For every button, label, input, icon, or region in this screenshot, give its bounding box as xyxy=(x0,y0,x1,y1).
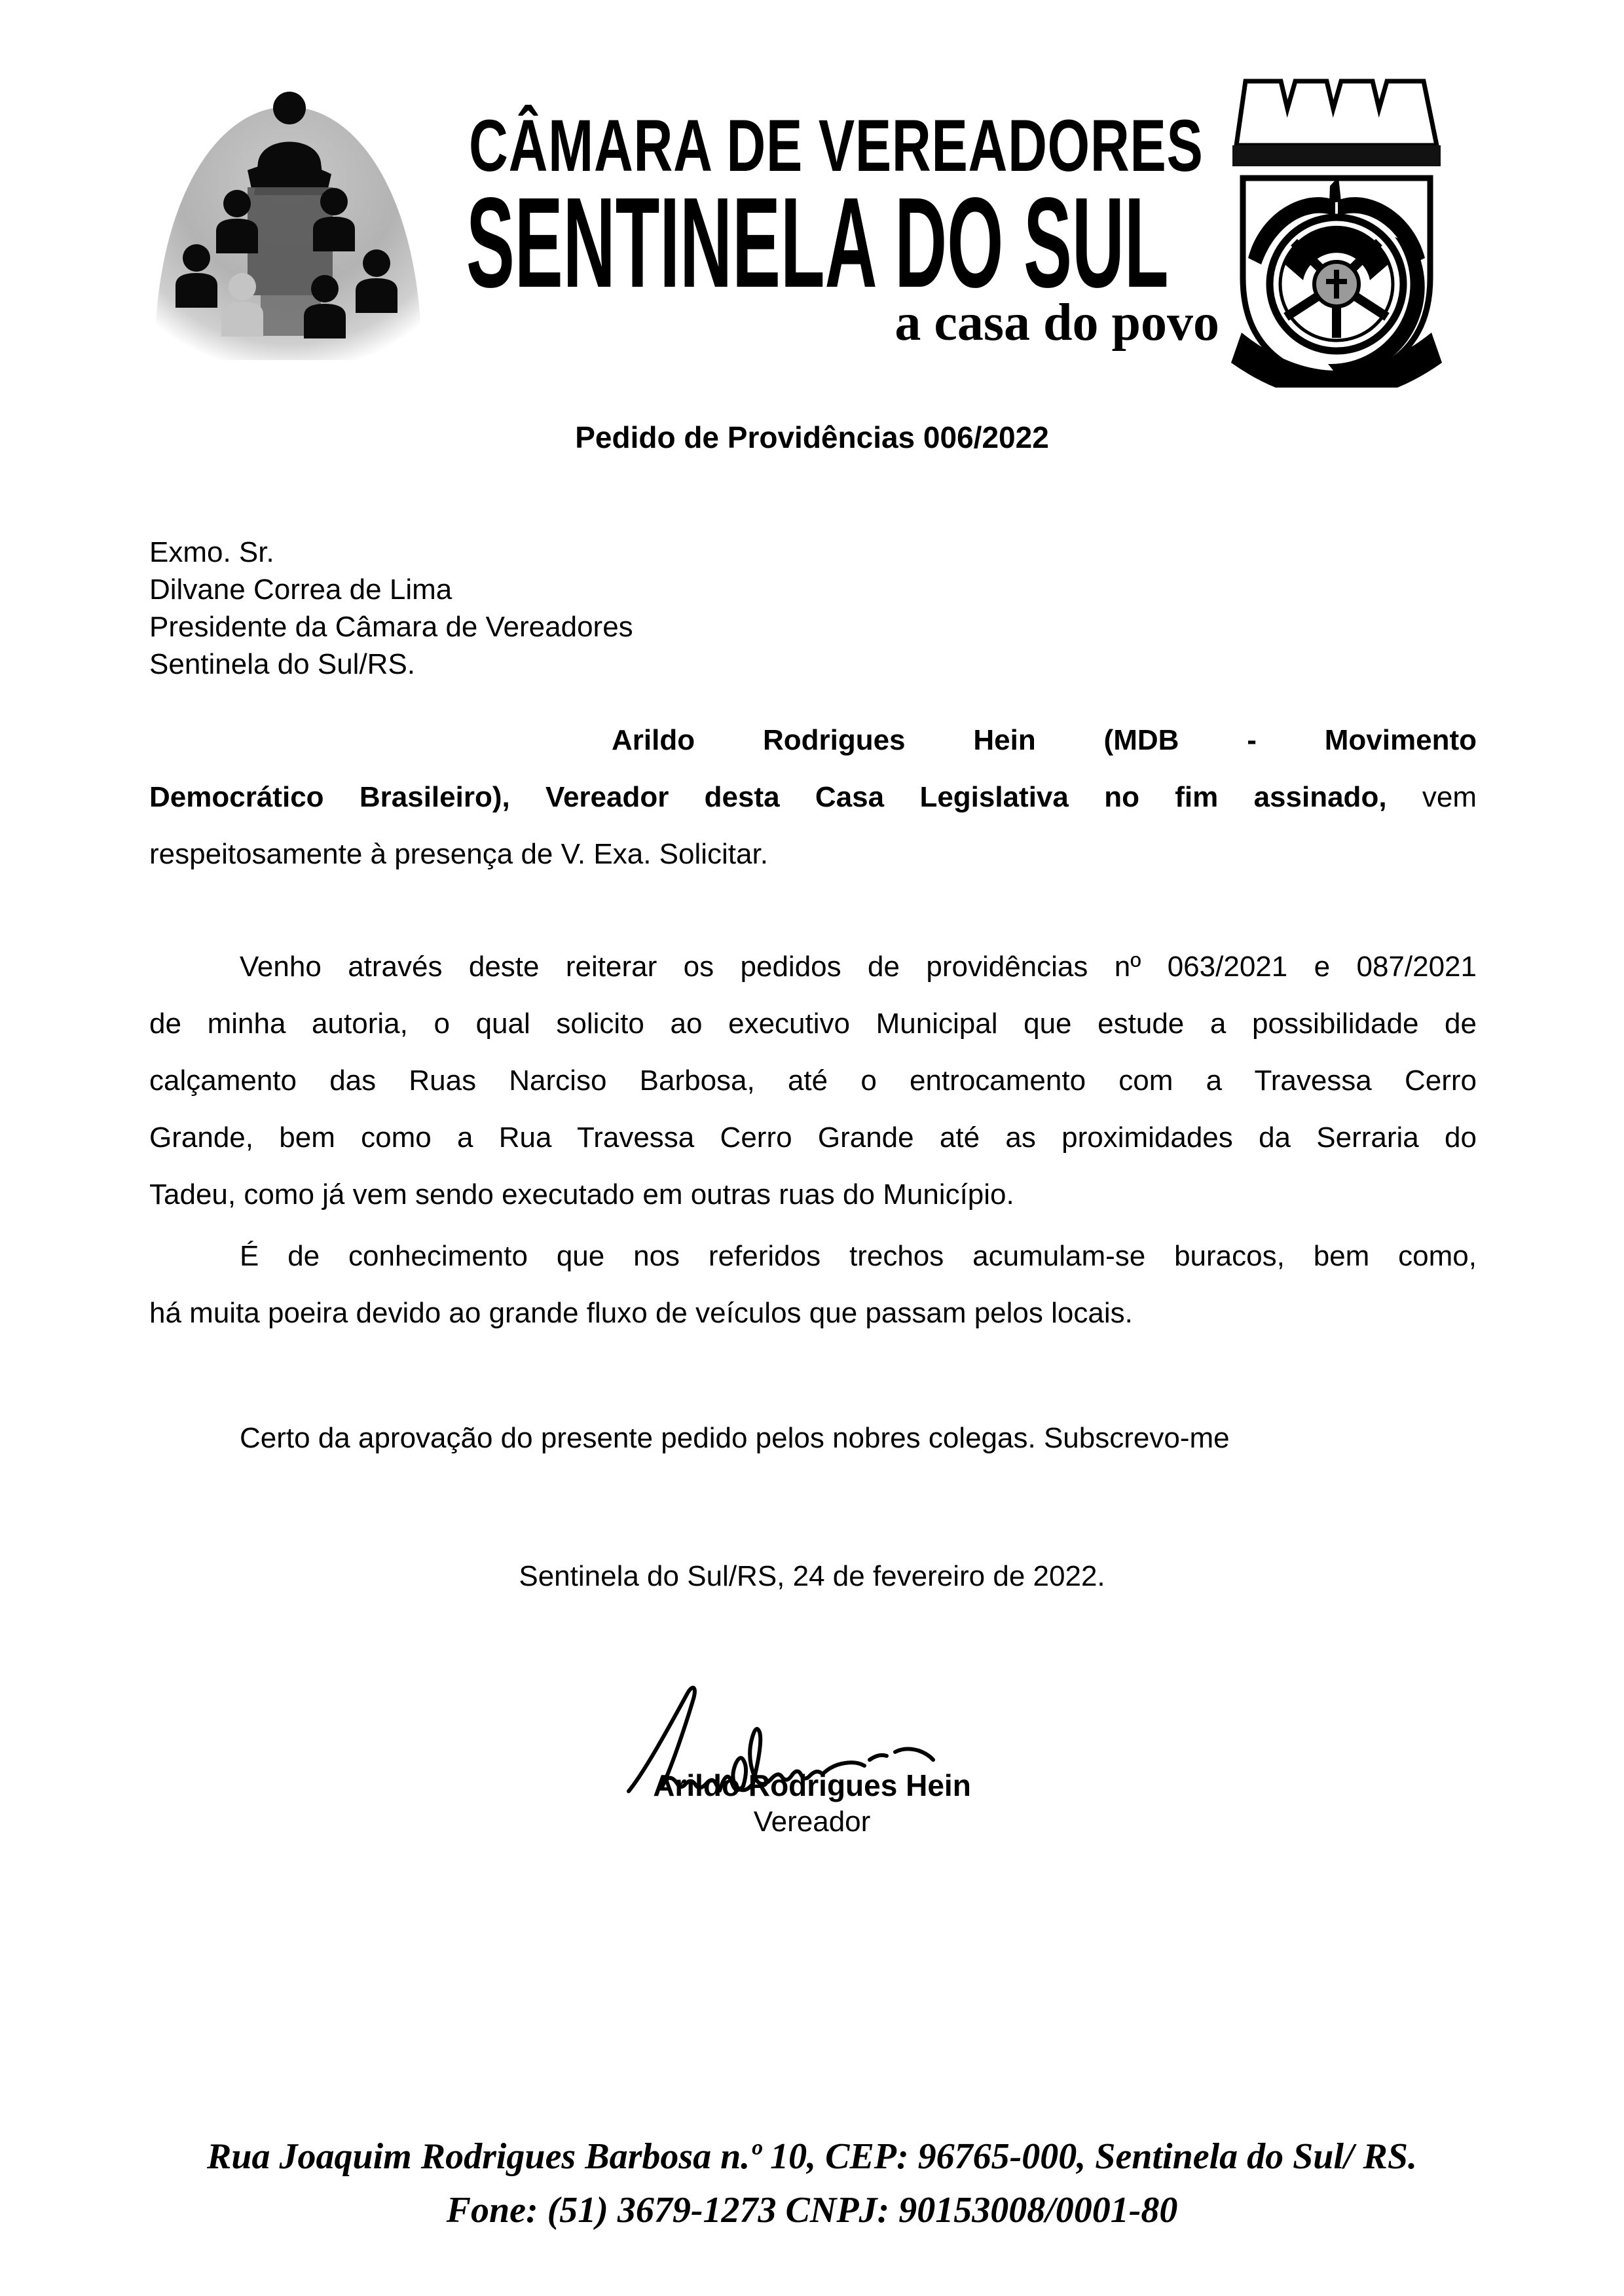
addressee-block xyxy=(149,534,1066,683)
body-line: calçamento das Ruas Narciso Barbosa, até o entrocamento com a Travessa Cerro xyxy=(149,1065,1477,1097)
signatory-role: Vereador xyxy=(753,1806,871,1838)
date-line: Sentinela do Sul/RS, 24 de fevereiro de 2022. xyxy=(519,1560,1105,1592)
org-name-line1: CÂMARA DE VEREADORES xyxy=(469,105,1204,187)
paragraph-1 xyxy=(149,712,1477,883)
org-tagline: a casa do povo xyxy=(895,294,1219,352)
author-intro-bold: Democrático Brasileiro), Vereador desta Casa Legislativa no fim assinado, xyxy=(149,781,1387,813)
body-text: vem xyxy=(1422,781,1477,813)
addressee-city: Sentinela do Sul/RS. xyxy=(149,648,416,680)
paragraph-2 xyxy=(149,938,1477,1223)
body-line xyxy=(149,769,1477,826)
paragraph-4 xyxy=(149,1410,1477,1467)
body-line: Tadeu, como já vem sendo executado em outras ruas do Município. xyxy=(149,1178,1014,1211)
body-line: Venho através deste reiterar os pedidos de providências nº 063/2021 e 087/2021 xyxy=(240,951,1477,983)
coat-of-arms xyxy=(1223,73,1449,388)
document-title: Pedido de Providências 006/2022 xyxy=(575,420,1049,454)
addressee-role: Presidente da Câmara de Vereadores xyxy=(149,611,633,643)
author-intro-bold: Arildo Rodrigues Hein (MDB - Movimento xyxy=(612,724,1477,756)
footer-phone-cnpj: Fone: (51) 3679-1273 CNPJ: 90153008/0001-80 xyxy=(446,2190,1178,2231)
body-line xyxy=(149,712,1477,769)
footer-address: Rua Joaquim Rodrigues Barbosa n.º 10, CEP: 96765-000, Sentinela do Sul/ RS. xyxy=(206,2136,1418,2177)
body-line: É de conhecimento que nos referidos trechos acumulam-se buracos, bem como, xyxy=(240,1240,1477,1272)
council-people-logo xyxy=(149,71,428,365)
body-line: respeitosamente à presença de V. Exa. Solicitar. xyxy=(149,838,768,870)
body-line: Certo da aprovação do presente pedido pelos nobres colegas. Subscrevo-me xyxy=(240,1422,1230,1454)
paragraph-3 xyxy=(149,1228,1477,1341)
addressee-name: Dilvane Correa de Lima xyxy=(149,574,452,606)
crest-crown xyxy=(1236,81,1437,145)
body-line: há muita poeira devido ao grande fluxo de veículos que passam pelos locais. xyxy=(149,1297,1133,1329)
body-line: Grande, bem como a Rua Travessa Cerro Grande até as proximidades da Serraria do xyxy=(149,1121,1477,1154)
signatory-name: Arildo Rodrigues Hein xyxy=(653,1768,971,1802)
body-line: de minha autoria, o qual solicito ao executivo Municipal que estude a possibilidade de xyxy=(149,1008,1477,1040)
crest-crown-band xyxy=(1232,145,1441,166)
addressee-salutation: Exmo. Sr. xyxy=(149,536,274,568)
org-name-line2: SENTINELA DO SUL xyxy=(466,171,1169,314)
